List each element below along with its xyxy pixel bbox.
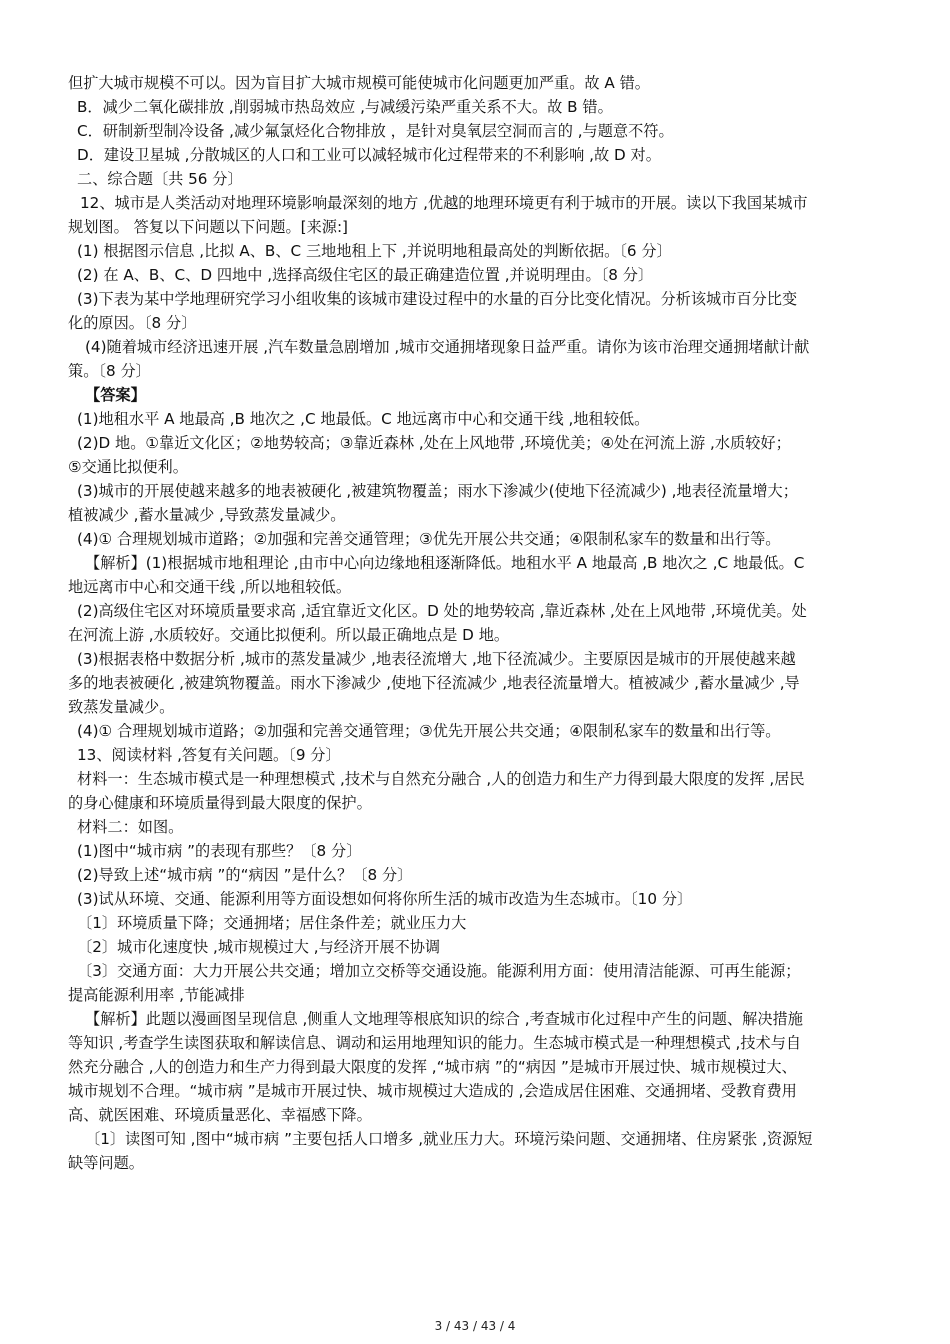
- question-12-part-3: (3)下表为某中学地理研究学习小组收集的该城市建设过程中的水量的百分比变化情况。分析该城市百分比变: [77, 290, 798, 308]
- analysis-line: 〔1〕读图可知 ,图中“城市病 ”主要包括人口增多 ,就业压力大。环境污染问题、交通拥堵、住房紧张 ,资源短: [85, 1130, 813, 1148]
- text-line: 化的原因。〔8 分〕: [68, 314, 197, 332]
- text-line: C．研制新型制冷设备 ,减少氟氯烃化合物排放 ，是针对臭氧层空洞而言的 ,与题意不符。: [77, 122, 674, 140]
- answer-line: (2)D 地。①靠近文化区；②地势较高；③靠近森林 ,处在上风地带 ,环境优美；④处在河流上游 ,水质较好；: [77, 434, 791, 452]
- question-12-part-4: (4)随着城市经济迅速开展 ,汽车数量急剧增加 ,城市交通拥堵现象日益严重。请你为该市治理交通拥堵献计献: [85, 338, 810, 356]
- analysis-line: (4)① 合理规划城市道路；②加强和完善交通管理；③优先开展公共交通；④限制私家车的数量和出行等。: [77, 722, 781, 740]
- text-line: 致蒸发量减少。: [68, 698, 175, 716]
- text-line: 然充分融合 ,人的创造力和生产力得到最大限度的发挥 ,“城市病 ”的“病因 ”是城市开展过快、城市规模过大、: [68, 1058, 797, 1076]
- answer-heading: 【答案】: [85, 386, 146, 404]
- text-line: 多的地表被硬化 ,被建筑物覆盖。雨水下渗减少 ,使地下径流减少 ,地表径流量增大。植被减少 ,蓄水量减少 ,导: [68, 674, 800, 692]
- text-line: 在河流上游 ,水质较好。交通比拟便利。所以最正确地点是 D 地。: [68, 626, 510, 644]
- page-number: 3 / 43 / 43 / 4: [434, 1319, 516, 1333]
- text-line: 城市规划不合理。“城市病 ”是城市开展过快、城市规模过大造成的 ,会造成居住困难、交通拥堵、受教育费用: [68, 1082, 797, 1100]
- text-line: 但扩大城市规模不可以。因为盲目扩大城市规模可能使城市化问题更加严重。故 A 错。: [68, 74, 650, 92]
- text-line: 高、就医困难、环境质量恶化、幸福感下降。: [68, 1106, 372, 1124]
- section-heading: 二、综合题〔共 56 分〕: [77, 170, 243, 188]
- question-12-part-2: (2) 在 A、B、C、D 四地中 ,选择高级住宅区的最正确建造位置 ,并说明理由。〔8 分〕: [77, 266, 654, 284]
- text-line: ⑤交通比拟便利。: [68, 458, 188, 476]
- analysis-line: 【解析】(1)根据城市地租理论 ,由市中心向边缘地租逐渐降低。地租水平 A 地最高 ,B 地次之 ,C 地最低。C: [85, 554, 805, 572]
- text-line: 植被减少 ,蓄水量减少 ,导致蒸发量减少。: [68, 506, 346, 524]
- text-line: 地远离市中心和交通干线 ,所以地租较低。: [68, 578, 352, 596]
- answer-line: (4)① 合理规划城市道路；②加强和完善交通管理；③优先开展公共交通；④限制私家车的数量和出行等。: [77, 530, 781, 548]
- text-line: 的身心健康和环境质量得到最大限度的保护。: [68, 794, 372, 812]
- answer-line: 〔1〕环境质量下降；交通拥堵；居住条件差；就业压力大: [77, 914, 467, 932]
- question-13-part-2: (2)导致上述“城市病 ”的“病因 ”是什么？〔8 分〕: [77, 866, 413, 884]
- text-line: 规划图。 答复以下问题以下问题。[来源:]: [68, 218, 348, 236]
- text-line: 策。〔8 分〕: [68, 362, 151, 380]
- text-line: 等知识 ,考查学生读图获取和解读信息、调动和运用地理知识的能力。生态城市模式是一种理想模式 ,技术与自: [68, 1034, 802, 1052]
- text-line: B．减少二氧化碳排放 ,削弱城市热岛效应 ,与减缓污染严重关系不大。故 B 错。: [77, 98, 613, 116]
- material-one: 材料一：生态城市模式是一种理想模式 ,技术与自然充分融合 ,人的创造力和生产力得到最大限度的发挥 ,居民: [77, 770, 805, 788]
- answer-line: (1)地租水平 A 地最高 ,B 地次之 ,C 地最低。C 地远离市中心和交通干线 ,地租较低。: [77, 410, 650, 428]
- answer-line: 〔3〕交通方面：大力开展公共交通；增加立交桥等交通设施。能源利用方面：使用清洁能源、可再生能源；: [77, 962, 801, 980]
- question-13-part-1: (1)图中“城市病 ”的表现有那些？〔8 分〕: [77, 842, 362, 860]
- question-13-stem: 13、阅读材料 ,答复有关问题。〔9 分〕: [77, 746, 341, 764]
- answer-line: 〔2〕城市化速度快 ,城市规模过大 ,与经济开展不协调: [77, 938, 441, 956]
- material-two: 材料二：如图。: [77, 818, 184, 836]
- answer-line: (3)城市的开展使越来越多的地表被硬化 ,被建筑物覆盖；雨水下渗减少(使地下径流减少) ,地表径流量增大；: [77, 482, 798, 500]
- text-line: 缺等问题。: [68, 1154, 144, 1172]
- question-12-stem: 12、城市是人类活动对地理环境影响最深刻的地方 ,优越的地理环境更有利于城市的开展。读以下我国某城市: [80, 194, 808, 212]
- question-12-part-1: (1) 根据图示信息 ,比拟 A、B、C 三地地租上下 ,并说明地租最高处的判断依据。〔6 分〕: [77, 242, 672, 260]
- analysis-line: (3)根据表格中数据分析 ,城市的蒸发量减少 ,地表径流增大 ,地下径流减少。主要原因是城市的开展使越来越: [77, 650, 796, 668]
- document-body: [68, 71, 884, 1175]
- analysis-line: 【解析】此题以漫画图呈现信息 ,侧重人文地理等根底知识的综合 ,考查城市化过程中产生的问题、解决措施: [85, 1010, 803, 1028]
- text-line: 提高能源利用率 ,节能减排: [68, 986, 245, 1004]
- text-line: D．建设卫星城 ,分散城区的人口和工业可以减轻城市化过程带来的不利影响 ,故 D 对。: [77, 146, 661, 164]
- question-13-part-3: (3)试从环境、交通、能源利用等方面设想如何将你所生活的城市改造为生态城市。〔10 分〕: [77, 890, 693, 908]
- analysis-line: (2)高级住宅区对环境质量要求高 ,适宜靠近文化区。D 处的地势较高 ,靠近森林 ,处在上风地带 ,环境优美。处: [77, 602, 807, 620]
